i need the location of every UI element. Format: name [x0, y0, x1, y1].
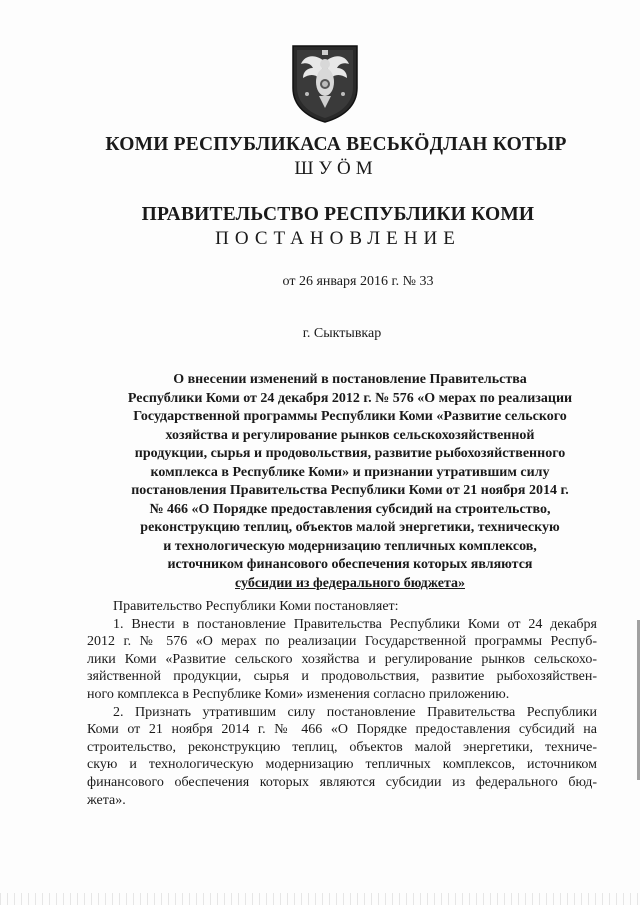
paragraph-2-line: Коми от 21 ноября 2014 г. № 466 «О Порядке предоставления субсидий на	[87, 722, 597, 738]
heading-line: постановления Правительства Республики Коми от 21 ноября 2014 г.	[131, 483, 569, 498]
heading-line: № 466 «О Порядке предоставления субсидий на строительство,	[149, 501, 551, 517]
komi-government-title: КОМИ РЕСПУБЛИКАСА ВЕСЬКӦДЛАН КОТЫР	[105, 134, 567, 155]
heading-line: хозяйства и регулирование рынков сельскохозяйственной	[165, 427, 535, 443]
paragraph-1-line: 1. Внести в постановление Правительства Республики Коми от 24 декабря	[113, 616, 597, 632]
heading-line: О внесении изменений в постановление Правительства	[173, 372, 527, 387]
heading-line: комплекса в Республике Коми» и признании утратившим силу	[150, 464, 550, 480]
document-body	[87, 598, 597, 809]
paragraph-1-line: 2012 г. № 576 «О мерах по реализации Государственной программы Респуб-	[87, 634, 597, 650]
document-date-number: от 26 января 2016 г. № 33	[282, 274, 434, 289]
heading-line: Государственной программы Республики Коми «Развитие сельского	[133, 409, 567, 424]
paragraph-1-line: зяйственной продукции, сырья и продовольствия, развитие рыбохозяйствен-	[87, 669, 597, 685]
document-city: г. Сыктывкар	[302, 326, 382, 341]
heading-line: продукции, сырья и продовольствия, развитие рыбохозяйственного	[134, 446, 566, 461]
heading-line: Республики Коми от 24 декабря 2012 г. № 576 «О мерах по реализации	[127, 390, 573, 406]
resolution-subtitle: ПОСТАНОВЛЕНИЕ	[215, 228, 461, 249]
heading-line: реконструкцию теплиц, объектов малой энергетики, техническую	[140, 520, 560, 535]
heading-line: и технологическую модернизацию тепличных комплексов,	[163, 538, 537, 554]
paragraph-1-line: лики Коми «Развитие сельского хозяйства и регулирование рынков сельскохо-	[87, 651, 597, 667]
paragraph-2-line: скую и технологическую модернизацию тепличных комплексов, источником	[87, 757, 597, 773]
body-intro: Правительство Республики Коми постановляет:	[113, 599, 399, 614]
paragraph-1-line: ного комплекса в Республике Коми» изменения согласно приложению.	[87, 686, 510, 702]
paragraph-2-line: финансового обеспечения которых являются субсидии из федерального бюд-	[87, 774, 597, 790]
paragraph-2-line: 2. Признать утратившим силу постановление Правительства Республики	[113, 704, 597, 720]
komi-resolution-subtitle: ШУӦМ	[294, 158, 378, 179]
document-heading	[90, 371, 610, 593]
government-title: ПРАВИТЕЛЬСТВО РЕСПУБЛИКИ КОМИ	[141, 204, 535, 225]
scan-bottom-noise	[0, 893, 640, 905]
paragraph-2-line: жета».	[87, 792, 126, 808]
heading-line-underlined: субсидии из федерального бюджета»	[235, 575, 465, 591]
heading-line: источником финансового обеспечения которых являются	[167, 557, 533, 572]
paragraph-2-line: строительство, реконструкцию теплиц, объектов малой энергетики, техниче-	[87, 739, 597, 755]
komi-coat-of-arms-emblem	[289, 42, 361, 124]
